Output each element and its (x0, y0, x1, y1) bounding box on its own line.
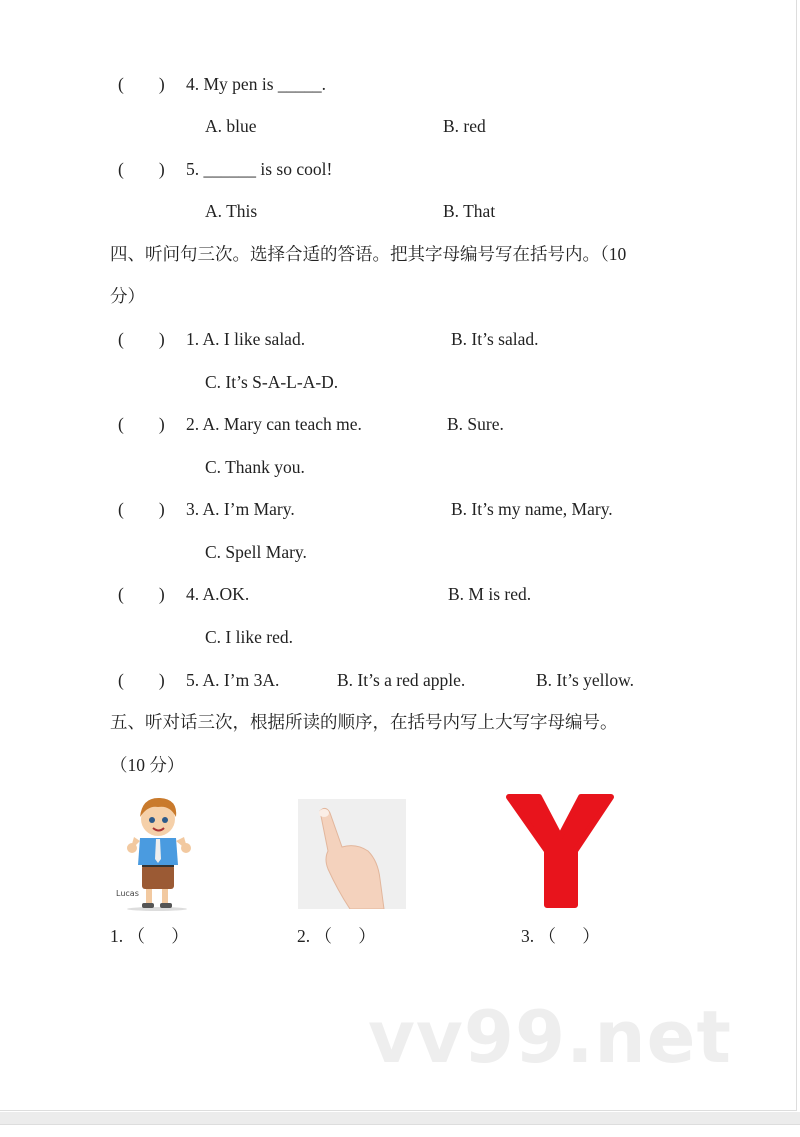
option-a: 1. A. I like salad. (186, 329, 306, 349)
option-b: B. That (443, 201, 496, 221)
section-heading-cont: （10 分） (110, 755, 185, 775)
letter-y-icon (505, 793, 615, 909)
option-b: B. red (443, 116, 486, 136)
answer-bracket: ( ) (118, 159, 165, 179)
watermark: vv99.net (368, 995, 732, 1079)
answer-bracket: ( ) (118, 329, 165, 349)
question-text: 4. My pen is _____. (186, 74, 326, 94)
option-b: B. It’s my name, Mary. (451, 499, 613, 519)
answer-bracket: ( ) (118, 74, 165, 94)
option-a: 2. A. Mary can teach me. (186, 414, 362, 434)
option-b: B. It’s a red apple. (337, 670, 466, 690)
answer-bracket: ( ) (118, 499, 165, 519)
answer-bracket: ( ) (118, 670, 165, 690)
option-a: 3. A. I’m Mary. (186, 499, 295, 519)
option-a: A. blue (205, 116, 257, 136)
picture-answer-3: 3. （ ） (521, 926, 600, 946)
option-b: B. It’s salad. (451, 329, 539, 349)
boy-icon (112, 793, 217, 911)
pointing-finger-icon (298, 799, 406, 909)
option-c: C. Spell Mary. (205, 542, 307, 562)
section-heading: 五、听对话三次，根据所读的顺序，在括号内写上大写字母编号。 (110, 712, 618, 732)
option-c: C. Thank you. (205, 457, 305, 477)
option-c: C. It’s S-A-L-A-D. (205, 372, 339, 392)
boy-name-label: Lucas (116, 889, 139, 898)
option-b: B. M is red. (448, 584, 532, 604)
option-b: B. Sure. (447, 414, 504, 434)
picture-answer-1: 1. （ ） (110, 926, 189, 946)
option-a: A. This (205, 201, 258, 221)
section-heading: 四、听问句三次。选择合适的答语。把其字母编号写在括号内。（10 (110, 244, 627, 264)
picture-answer-2: 2. （ ） (297, 926, 376, 946)
answer-bracket: ( ) (118, 584, 165, 604)
section-heading-cont: 分） (110, 286, 145, 306)
page-separator (0, 1112, 800, 1125)
option-c: B. It’s yellow. (536, 670, 635, 690)
option-a: 4. A.OK. (186, 584, 250, 604)
answer-bracket: ( ) (118, 414, 165, 434)
option-a: 5. A. I’m 3A. (186, 670, 280, 690)
option-c: C. I like red. (205, 627, 293, 647)
question-text: 5. ______ is so cool! (186, 159, 333, 179)
